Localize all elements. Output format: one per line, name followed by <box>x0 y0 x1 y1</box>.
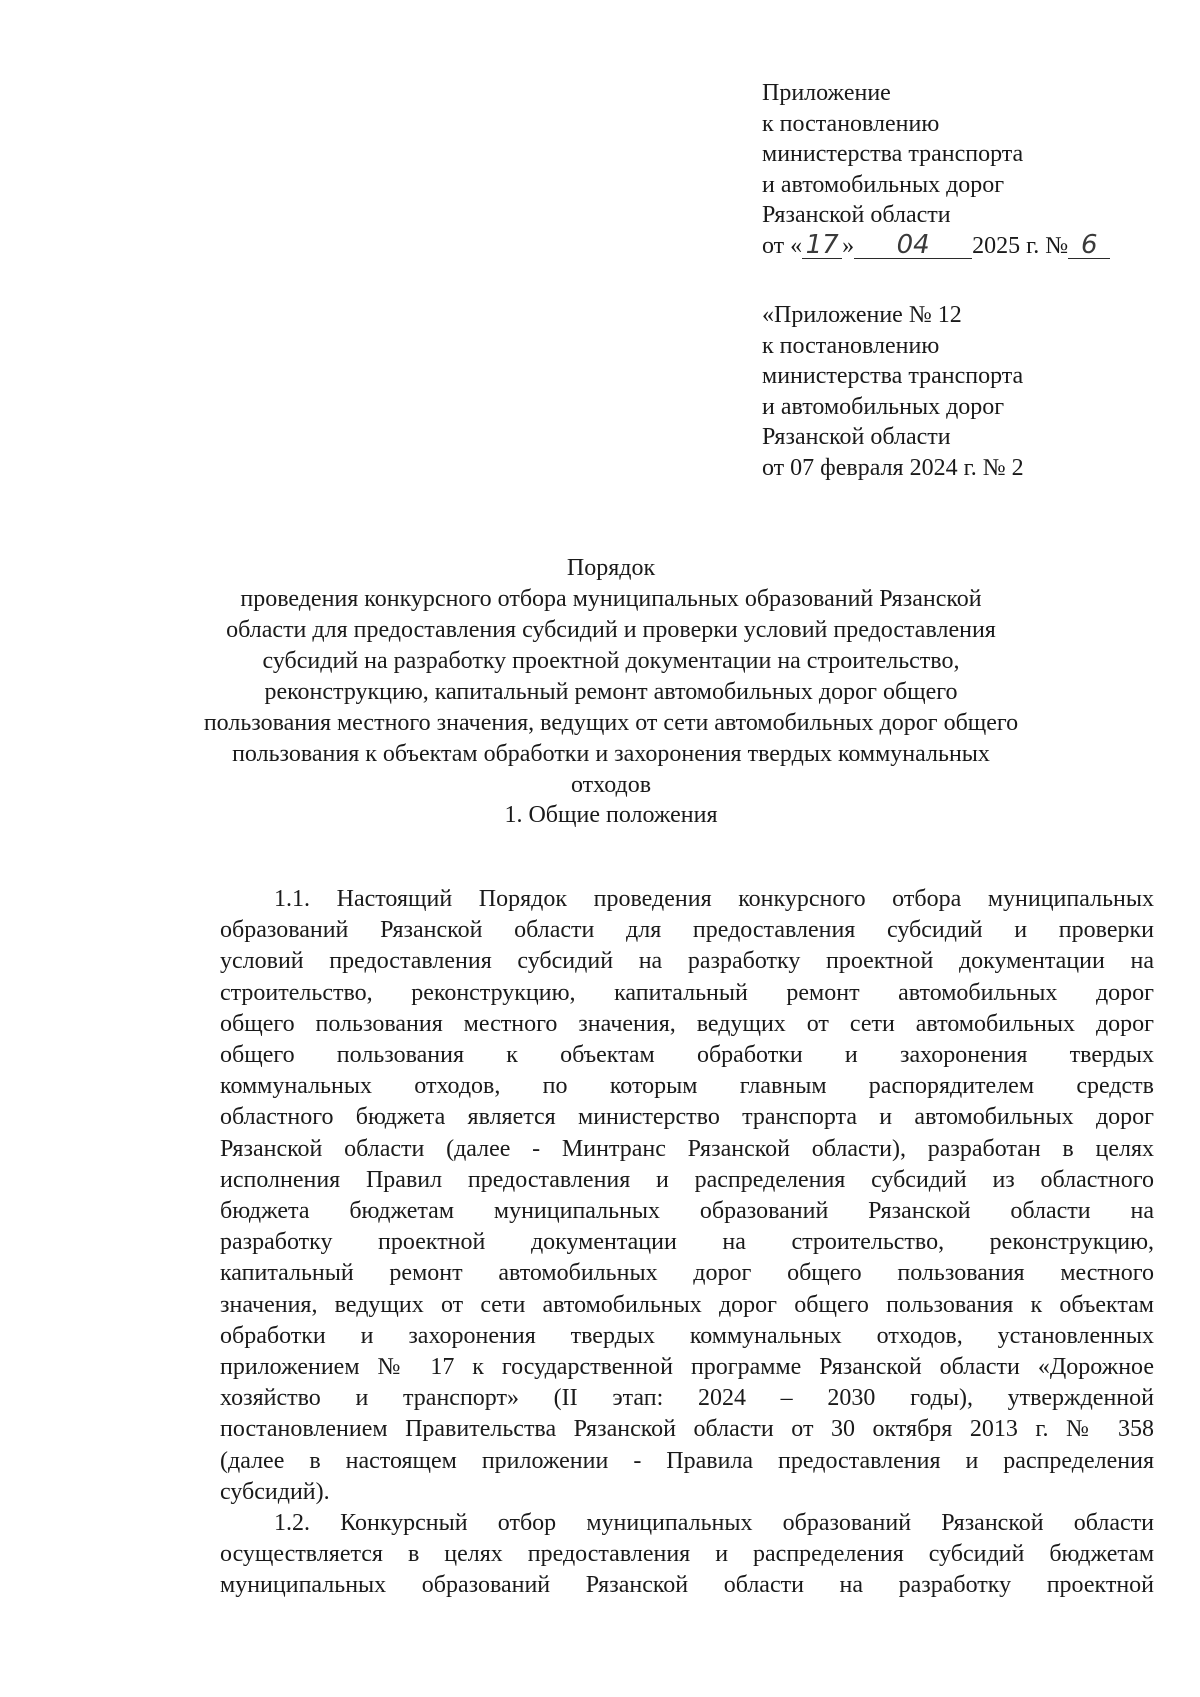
paragraph-line: капитальный ремонт автомобильных дорог общего пользования местного <box>220 1260 1154 1287</box>
paragraph-line: общего пользования местного значения, ведущих от сети автомобильных дорог <box>220 1010 1154 1037</box>
appendix2-line: от 07 февраля 2024 г. № 2 <box>762 454 1024 481</box>
appendix-line: и автомобильных дорог <box>762 171 1005 198</box>
title-line: проведения конкурсного отбора муниципальных образований Рязанской <box>240 586 982 612</box>
paragraph-line: постановлением Правительства Рязанской области от 30 октября 2013 г. № 358 <box>220 1416 1154 1443</box>
appendix-line: министерства транспорта <box>762 141 1024 167</box>
paragraph-line: субсидий). <box>220 1478 330 1505</box>
appendix-line: к постановлению <box>762 110 940 137</box>
paragraph-line: строительство, реконструкцию, капитальный ремонт автомобильных дорог <box>220 979 1154 1006</box>
paragraph-line: 1.1. Настоящий Порядок проведения конкурсного отбора муниципальных <box>274 886 1154 912</box>
paragraph-line: областного бюджета является министерство транспорта и автомобильных дорог <box>220 1104 1154 1131</box>
paragraph-line: разработку проектной документации на строительство, реконструкцию, <box>220 1229 1154 1256</box>
paragraph-line: исполнения Правил предоставления и распределения субсидий из областного <box>220 1166 1154 1193</box>
document-body <box>220 884 1154 1602</box>
title-line: отходов <box>570 772 652 798</box>
handwritten-number: 6 <box>1068 232 1110 259</box>
paragraph-line: 1.2. Конкурсный отбор муниципальных образований Рязанской области <box>274 1510 1154 1537</box>
title-line: Порядок <box>566 555 656 581</box>
document-title <box>170 553 1052 801</box>
handwritten-month: 04 <box>854 232 972 259</box>
title-line: субсидий на разработку проектной документации на строительство, <box>262 648 960 674</box>
appendix2-line: и автомобильных дорог <box>762 393 1005 420</box>
appendix-date-line <box>762 231 1162 262</box>
appendix-line: Рязанской области <box>762 202 951 228</box>
appendix2-line: Рязанской области <box>762 424 951 450</box>
appendix2-line: министерства транспорта <box>762 363 1024 389</box>
date-year: 2025 г. № <box>972 232 1069 259</box>
appendix2-line: «Приложение № 12 <box>762 302 962 328</box>
paragraph-line: (далее в настоящем приложении - Правила предоставления и распределения <box>220 1447 1154 1474</box>
appendix-line: Приложение <box>762 80 891 106</box>
paragraph-line: коммунальных отходов, по которым главным распорядителем средств <box>220 1073 1154 1100</box>
appendix2-line: к постановлению <box>762 332 940 359</box>
paragraph-line: бюджета бюджетам муниципальных образований Рязанской области на <box>220 1198 1154 1225</box>
title-line: реконструкцию, капитальный ремонт автомобильных дорог общего <box>264 679 958 705</box>
handwritten-day: 17 <box>802 232 842 259</box>
original-appendix-header <box>762 300 1162 483</box>
paragraph-line: общего пользования к объектам обработки и захоронения твердых <box>220 1042 1154 1069</box>
appendix-header <box>762 78 1162 261</box>
paragraph-1-1 <box>220 884 1154 1508</box>
paragraph-line: хозяйство и транспорт» (II этап: 2024 – 2030 годы), утвержденной <box>220 1385 1154 1412</box>
title-line: пользования к объектам обработки и захоронения твердых коммунальных <box>232 741 990 767</box>
section-heading: 1. Общие положения <box>504 802 718 828</box>
paragraph-line: муниципальных образований Рязанской области на разработку проектной <box>220 1572 1154 1599</box>
paragraph-line: значения, ведущих от сети автомобильных дорог общего пользования к объектам <box>220 1291 1154 1318</box>
paragraph-line: условий предоставления субсидий на разработку проектной документации на <box>220 948 1154 975</box>
paragraph-line: осуществляется в целях предоставления и распределения субсидий бюджетам <box>220 1541 1154 1568</box>
date-prefix: от « <box>762 232 803 259</box>
title-line: пользования местного значения, ведущих от сети автомобильных дорог общего <box>203 710 1019 736</box>
paragraph-line: Рязанской области (далее - Минтранс Рязанской области), разработан в целях <box>220 1135 1154 1162</box>
title-line: области для предоставления субсидий и проверки условий предоставления <box>226 617 996 643</box>
paragraph-line: обработки и захоронения твердых коммунальных отходов, установленных <box>220 1322 1154 1349</box>
paragraph-line: образований Рязанской области для предоставления субсидий и проверки <box>220 917 1154 944</box>
paragraph-1-2 <box>220 1508 1154 1602</box>
date-mid: » <box>842 232 855 259</box>
paragraph-line: приложением № 17 к государственной программе Рязанской области «Дорожное <box>220 1354 1154 1381</box>
